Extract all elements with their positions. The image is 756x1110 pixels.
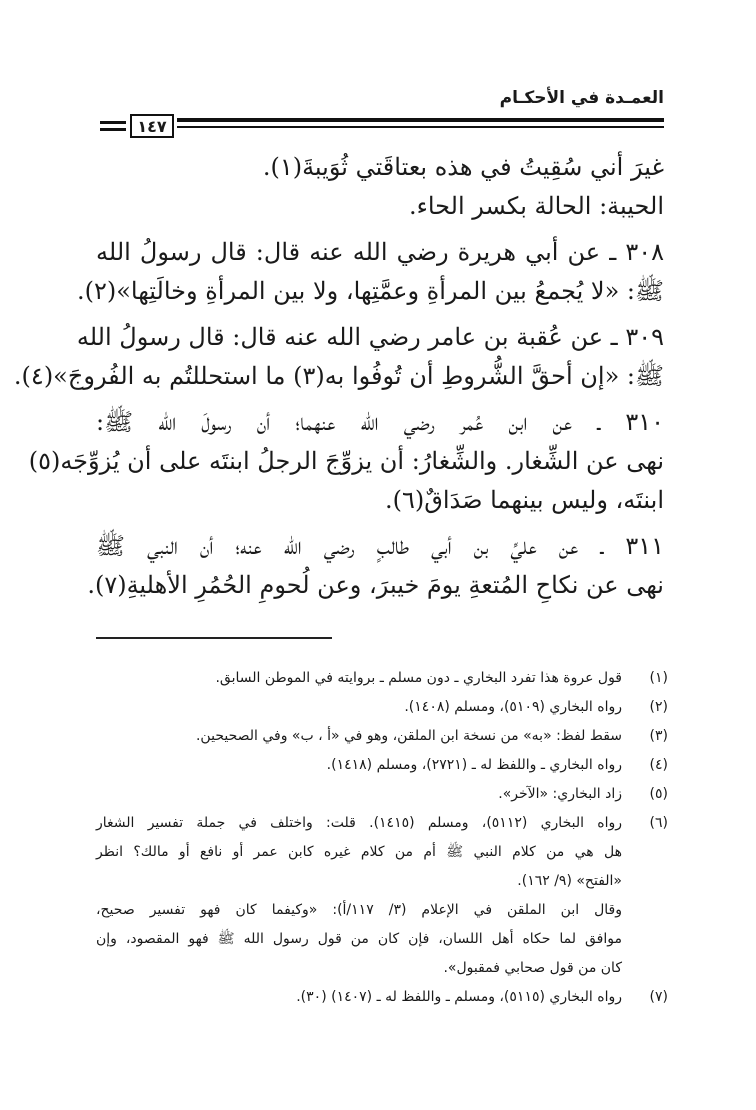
hadith-310-line: نهى عن الشِّغار. والشِّغارُ: أن يزوِّجَ الرجلُ ابنتَه على أن يُزوِّجَه(٥) (28, 447, 664, 475)
footnote-6-continuation: وقال ابن الملقن في الإعلام (٣/ ١١٧/أ): «وكيفما كان فهو تفسير صحيح، (96, 902, 622, 918)
hadith-308-line: ﷺ: «لا يُجمعُ بين المرأةِ وعمَّتِها، ولا بين المرأةِ وخالَتِها»(٢). (76, 277, 664, 305)
footnote-5 (96, 780, 668, 809)
footnote-text: سقط لفظ: «به» من نسخة ابن الملقن، وهو في «أ ، ب» وفي الصحيحين. (195, 728, 622, 744)
hadith-308-line: ٣٠٨ ـ عن أبي هريرة رضي الله عنه قال: قال رسولُ الله (96, 238, 664, 266)
footnote-text: رواه البخاري ـ واللفظ له ـ (٢٧٢١)، ومسلم (١٤١٨). (326, 757, 622, 773)
footnote-number: (٥) (649, 786, 668, 802)
footnote-2 (96, 693, 668, 722)
footnote-text: قول عروة هذا تفرد البخاري ـ دون مسلم ـ بروايته في الموطن السابق. (215, 670, 622, 686)
footnote-text: رواه البخاري (٥١١٢)، ومسلم (١٤١٥). قلت: واختلف في جملة تفسير الشغار (96, 815, 622, 831)
page-number-rule-top (100, 121, 126, 124)
footnote-text: زاد البخاري: «الآخر». (498, 786, 622, 802)
hadith-310-line: ابنتَه، وليس بينهما صَدَاقٌ(٦). (384, 486, 664, 514)
footnote-number: (٦) (649, 815, 668, 831)
footnote-6-continuation: موافق لما حكاه أهل اللسان، فإن كان من قول رسول الله ﷺ فهو المقصود، وإن (96, 931, 622, 947)
footnote-text: رواه البخاري (٥١٠٩)، ومسلم (١٤٠٨). (404, 699, 622, 715)
main-text (13, 148, 664, 605)
page-number: ١٤٧ (130, 114, 174, 138)
hadith-309-line: ٣٠٩ ـ عن عُقبة بن عامر رضي الله عنه قال: قال رسولُ الله (76, 323, 664, 351)
footnotes (96, 664, 668, 1012)
text-line: الحيبة: الحالة بكسر الحاء. (408, 192, 664, 220)
footnote-3 (96, 722, 668, 751)
hadith-311-line: نهى عن نكاحِ المُتعةِ يومَ خيبرَ، وعن لُحومِ الحُمُرِ الأهليةِ(٧). (87, 571, 664, 599)
footnote-text: رواه البخاري (٥١١٥)، ومسلم ـ واللفظ له ـ (١٤٠٧) (٣٠). (296, 989, 622, 1005)
header-rule-thin (177, 126, 664, 128)
footnote-separator (96, 637, 332, 639)
page-number-rule-bottom (100, 128, 126, 131)
text-line: غيرَ أني سُقِيتُ في هذه بعتاقَتي ثُوَيبةَ(١). (262, 153, 664, 181)
footnote-number: (٧) (649, 989, 668, 1005)
footnote-6 (96, 809, 668, 838)
hadith-309-line: ﷺ: «إن أحقَّ الشُّروطِ أن تُوفُوا به(٣) ما استحللتُم به الفُروجَ»(٤). (13, 362, 664, 390)
running-title: العمـدة في الأحكـام (499, 88, 664, 108)
footnote-number: (٤) (649, 757, 668, 773)
footnote-number: (٣) (649, 728, 668, 744)
footnote-number: (١) (649, 670, 668, 686)
header-rule-thick (177, 118, 664, 122)
footnote-1 (96, 664, 668, 693)
footnote-4 (96, 751, 668, 780)
footnote-number: (٢) (649, 699, 668, 715)
hadith-311-line: ٣١١ ـ عن عليِّ بن أبي طالبٍ رضي الله عنه؛ أن النبي ﷺ (96, 532, 664, 560)
hadith-310-line: ٣١٠ ـ عن ابن عُمر رضي الله عنهما؛ أن رسولَ الله ﷺ: (96, 408, 664, 436)
footnote-7 (96, 983, 668, 1012)
footnote-6-continuation: كان من قول صحابي فمقبول». (443, 960, 622, 976)
footnote-6-continuation: «الفتح» (٩/ ١٦٢). (517, 873, 622, 889)
footnote-6-continuation: هل هي من كلام النبي ﷺ أم من كلام غيره كابن عمر أو نافع أو مالك؟ انظر (96, 844, 622, 860)
